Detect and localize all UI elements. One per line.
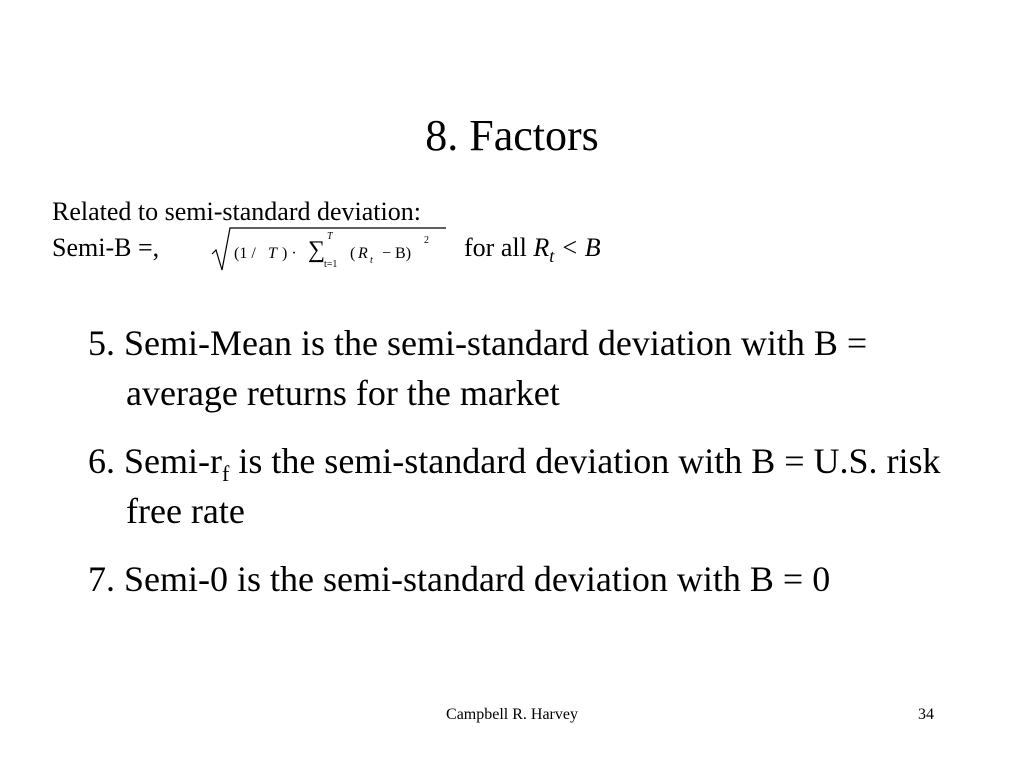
intro-line: Related to semi-standard deviation:: [52, 197, 421, 226]
formula-R-subscript: t: [370, 255, 373, 266]
formula-close: ) ·: [282, 245, 297, 262]
formula-condition: [464, 230, 601, 274]
semi-b-formula: [210, 220, 450, 276]
bullet-6-prefix: 6. Semi-r: [88, 441, 222, 481]
condition-R: R: [533, 233, 550, 262]
footer-author: Campbell R. Harvey: [446, 706, 578, 723]
intro-block: [52, 194, 601, 270]
page-number: 34: [918, 706, 934, 723]
bullet-6-suffix: is the semi-standard deviation with B = U.S. risk free rate: [126, 441, 941, 531]
formula-R: R: [358, 245, 368, 262]
bullet-item-7: 7. Semi-0 is the semi-standard deviation with B = 0: [88, 559, 831, 599]
sum-upper-limit: T: [327, 231, 333, 242]
bullet-6-subscript: f: [221, 461, 230, 487]
formula-power: 2: [424, 235, 429, 246]
bullet-item-6: [88, 436, 968, 536]
formula-T: T: [268, 245, 277, 262]
sum-lower-limit: t=1: [324, 259, 338, 270]
formula-line: [52, 230, 601, 270]
formula-open: (1 /: [234, 245, 256, 262]
formula-open-paren: (: [350, 245, 356, 262]
bullet-list: [88, 318, 968, 622]
bullet-item-5: 5. Semi-Mean is the semi-standard deviation with B = average returns for the market: [88, 323, 868, 413]
condition-prefix: for all: [464, 233, 534, 262]
condition-suffix: < B: [554, 233, 601, 262]
slide-title: 8. Factors: [425, 111, 599, 160]
sigma-symbol: ∑: [308, 237, 326, 263]
formula-minus-b: − B): [382, 245, 412, 262]
semi-b-label: Semi-B =,: [52, 233, 160, 262]
condition-t: t: [549, 246, 555, 267]
